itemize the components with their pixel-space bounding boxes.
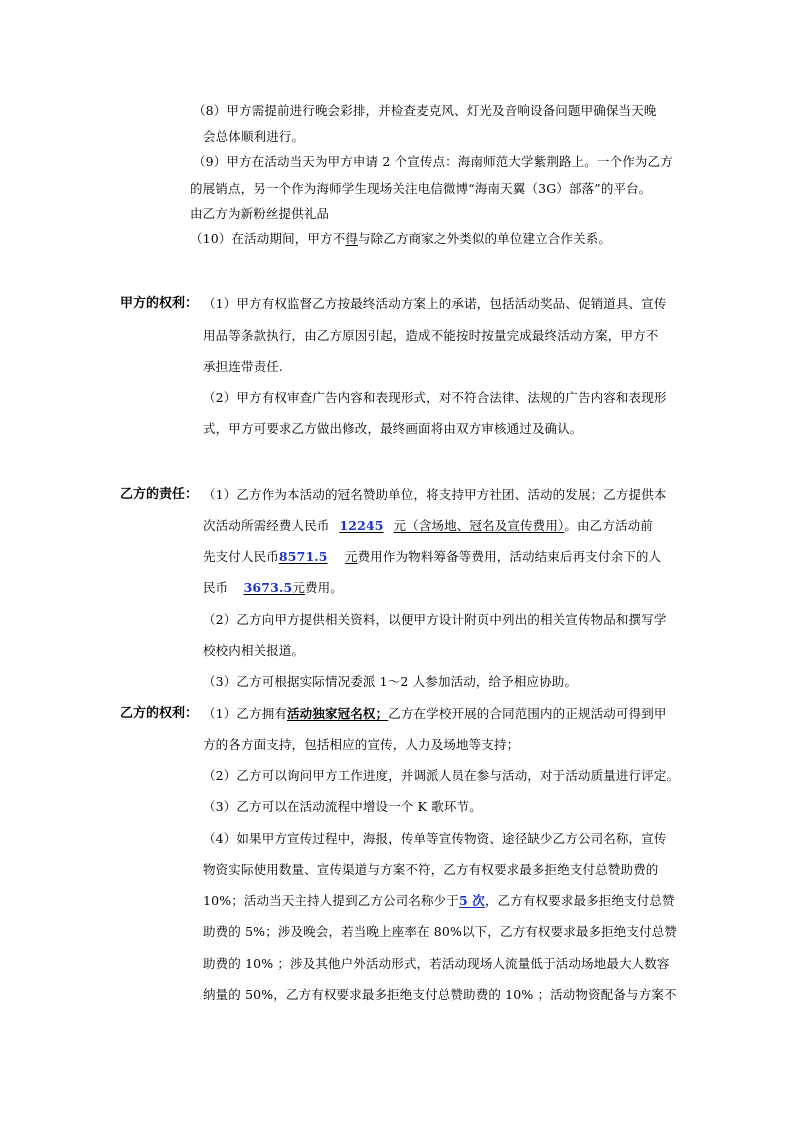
party-a-right-1-line-1: （1）甲方有权监督乙方按最终活动方案上的承诺，包括活动奖品、促销道具、宣传 [203, 296, 667, 311]
naming-right-suffix: 乙方在学校开展的合同范围内的正规活动可得到甲 [388, 706, 667, 721]
party-b-right-1-line-1 [203, 706, 667, 722]
total-fee-note: 元（含场地、冠名及宣传费用） [393, 518, 565, 533]
remaining-payment-value: 3673.5 [243, 580, 293, 595]
mention-count-suffix: ，乙方有权要求最多拒绝支付总赞 [484, 893, 675, 908]
party-b-duty-1-line-3 [203, 549, 661, 565]
remaining-payment [228, 580, 292, 596]
duty-10-line [190, 231, 611, 247]
total-fee-suffix: 。由乙方活动前 [564, 518, 653, 533]
party-a-rights-heading-text: 甲方的权利 [120, 296, 186, 311]
first-payment-unit: 元 [344, 549, 358, 564]
heading-colon: ： [185, 706, 199, 721]
total-amount [330, 518, 394, 534]
total-amount-value: 12245 [339, 518, 384, 533]
party-b-duty-2-line-2: 校校内相关报道。 [203, 643, 305, 658]
mention-count-prefix: 10%；活动当天主持人提到乙方公司名称少于 [203, 893, 459, 908]
duty-8-line-2: 会总体顺利进行。 [203, 129, 305, 144]
first-payment [279, 549, 345, 565]
total-fee-prefix: 次活动所需经费人民币 [203, 518, 330, 533]
party-b-duty-2-line-1: （2）乙方向甲方提供相关资料，以便甲方设计附页中列出的相关宣传物品和撰写学 [203, 612, 667, 627]
exclusive-naming-right: 活动独家冠名权； [287, 706, 389, 721]
remaining-payment-suffix: 费用。 [304, 580, 343, 595]
mention-count: 5 次 [458, 893, 485, 908]
duty-10-c: 与除乙方商家之外类似的单位建立合作关系。 [358, 231, 612, 246]
party-b-right-1-line-2: 方的各方面支持，包括相应的宣传，人力及场地等支持； [203, 737, 520, 752]
party-a-right-2-line-1: （2）甲方有权审查广告内容和表现形式，对不符合法律、法规的广告内容和表现形 [203, 390, 667, 405]
party-b-right-2-line-1: （2）乙方可以询问甲方工作进度，并调派人员在参与活动，对于活动质量进行评定。 [203, 768, 680, 783]
party-b-duty-1-line-4 [203, 580, 343, 596]
naming-right-prefix: （1）乙方拥有 [203, 706, 288, 721]
first-payment-value: 8571.5 [278, 549, 328, 564]
party-a-rights-heading [120, 296, 198, 312]
party-b-right-4-line-4: 助费的 5%；涉及晚会，若当晚上座率在 80%以下，乙方有权要求最多拒绝支付总赞 [203, 924, 678, 939]
duty-10-underlined: 得 [345, 231, 359, 246]
party-b-right-4-line-2: 物资实际使用数量、宣传渠道与方案不符，乙方有权要求最多拒绝支付总赞助费的 [203, 862, 659, 877]
party-b-rights-heading-text: 乙方的权利 [120, 706, 186, 721]
party-b-right-4-line-5: 助费的 10% ；涉及其他户外活动形式，若活动现场人流量低于活动场地最大人数容 [203, 956, 670, 971]
remaining-payment-unit: 元 [292, 580, 305, 595]
remaining-payment-prefix: 民币 [203, 580, 229, 595]
party-b-right-4-line-1: （4）如果甲方宣传过程中，海报，传单等宣传物资、途径缺少乙方公司名称，宣传 [203, 831, 667, 846]
party-b-duty-1-line-1: （1）乙方作为本活动的冠名赞助单位，将支持甲方社团、活动的发展；乙方提供本 [203, 487, 667, 502]
party-b-duty-1-line-2 [203, 518, 653, 534]
party-b-right-4-line-6: 纳量的 50%，乙方有权要求最多拒绝支付总赞助费的 10% ；活动物资配备与方案不 [203, 987, 677, 1002]
duty-9-line-3: 由乙方为新粉丝提供礼品 [190, 206, 330, 221]
party-b-rights-heading [120, 706, 198, 722]
party-b-duties-heading-text: 乙方的责任 [120, 487, 186, 502]
duty-9-line-1: （9）甲方在活动当天为甲方申请 2 个宣传点：海南师范大学紫荆路上。一个作为乙方 [193, 154, 673, 169]
duty-8-line-1: （8）甲方需提前进行晚会彩排，并检查麦克风、灯光及音响设备问题甲确保当天晚 [193, 103, 657, 118]
party-b-right-3-line-1: （3）乙方可以在活动流程中增设一个 K 歌环节。 [203, 799, 482, 814]
duty-10-a: （10）在活动期间，甲方不 [190, 231, 346, 246]
party-a-right-1-line-3: 承担连带责任. [203, 359, 284, 374]
party-a-right-1-line-2: 用品等条款执行，由乙方原因引起，造成不能按时按量完成最终活动方案，甲方不 [203, 328, 659, 343]
duty-9-line-2: 的展销点，另一个作为海师学生现场关注电信微博“海南天翼（3G）部落”的平台。 [190, 181, 652, 196]
heading-colon: ： [185, 487, 199, 502]
party-a-right-2-line-2: 式，甲方可要求乙方做出修改，最终画面将由双方审核通过及确认。 [203, 421, 583, 436]
party-b-duties-heading [120, 487, 198, 503]
first-payment-suffix: 费用作为物料筹备等费用，活动结束后再支付余下的人 [357, 549, 662, 564]
party-b-duty-3-line-1: （3）乙方可根据实际情况委派 1～2 人参加活动，给予相应协助。 [203, 674, 578, 689]
heading-colon: ： [185, 296, 199, 311]
first-payment-prefix: 先支付人民币 [203, 549, 279, 564]
party-b-right-4-line-3 [203, 893, 675, 909]
